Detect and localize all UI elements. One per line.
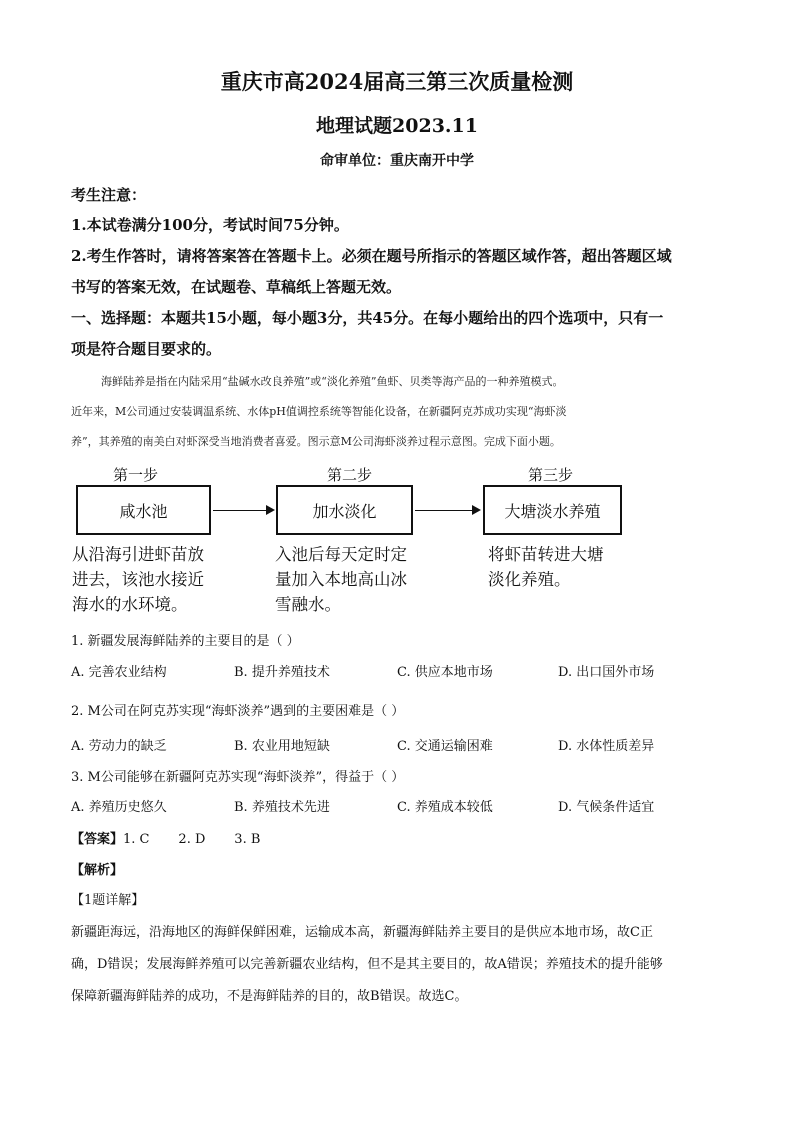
exam-title: 重庆市高2024届高三第三次质量检测 [220,69,574,94]
flow-box-1 [76,485,211,535]
flow-box-1-label: 咸水池 [119,501,168,521]
flow-desc-1-line: 海水的水环境。 [72,595,188,614]
question-1-stem: 1. 新疆发展海鲜陆养的主要目的是（ ） [71,634,300,649]
question-1-option-c: C. 供应本地市场 [397,665,493,680]
question-3-option-c: C. 养殖成本较低 [397,800,493,815]
question-2-stem: 2. M公司在阿克苏实现“海虾淡养”遇到的主要困难是（ ） [71,704,405,719]
flow-desc-3 [488,542,658,592]
question-3-option-d: D. 气候条件适宜 [558,800,655,815]
flow-step-3-label: 第三步 [528,466,574,484]
flow-desc-1 [72,542,252,617]
flow-desc-2 [275,542,455,617]
section-1-heading-line-1: 一、选择题：本题共15小题，每小题3分，共45分。在每小题给出的四个选项中，只有一 [71,309,664,327]
passage-line-1: 海鲜陆养是指在内陆采用“盐碱水改良养殖”或“淡化养殖”鱼虾、贝类等海产品的一种养殖模式。 [101,375,564,388]
notice-item-2-line-2: 书写的答案无效，在试题卷、草稿纸上答题无效。 [71,278,402,296]
analysis-line-2: 确，D错误；发展海鲜养殖可以完善新疆农业结构，但不是其主要目的，故A错误；养殖技术的提升能够 [71,957,663,972]
question-3-option-a: A. 养殖历史悠久 [71,800,167,815]
answer-label: 【答案】 [71,832,124,847]
passage-line-3: 养”，其养殖的南美白对虾深受当地消费者喜爱。图示意M公司海虾淡养过程示意图。完成下面小题。 [71,435,561,448]
flow-desc-2-line: 量加入本地高山冰 [275,570,407,589]
flow-box-2 [276,485,413,535]
flow-step-1-label: 第一步 [113,466,159,484]
question-2-option-c: C. 交通运输困难 [397,739,493,754]
flow-box-3-label: 大塘淡水养殖 [504,501,601,521]
flow-desc-2-line: 雪融水。 [275,595,341,614]
flow-arrow-2 [415,510,479,511]
question-1-option-a: A. 完善农业结构 [71,665,167,680]
question-2-option-a: A. 劳动力的缺乏 [71,739,167,754]
analysis-line-1: 新疆距海远，沿海地区的海鲜保鲜困难，运输成本高，新疆海鲜陆养主要目的是供应本地市场，故C正 [71,925,653,940]
notice-item-2-line-1: 2.考生作答时，请将答案答在答题卡上。必须在题号所指示的答题区域作答，超出答题区域 [71,247,672,265]
flow-desc-1-line: 从沿海引进虾苗放 [72,545,204,564]
analysis-detail-label: 【1题详解】 [71,893,145,908]
question-1-option-b: B. 提升养殖技术 [234,665,330,680]
flow-step-2-label: 第二步 [327,466,373,484]
flow-box-2-label: 加水淡化 [312,501,377,521]
analysis-label: 【解析】 [71,863,124,878]
flow-desc-3-line: 将虾苗转进大塘 [488,545,604,564]
question-2-option-d: D. 水体性质差异 [558,739,655,754]
question-3-option-b: B. 养殖技术先进 [234,800,330,815]
notice-item-1: 1.本试卷满分100分，考试时间75分钟。 [71,216,349,234]
question-3-stem: 3. M公司能够在新疆阿克苏实现“海虾淡养”，得益于（ ） [71,770,405,785]
section-1-heading-line-2: 项是符合题目要求的。 [71,340,222,358]
flow-desc-2-line: 入池后每天定时定 [275,545,407,564]
exam-subtitle: 地理试题2023.11 [316,115,478,137]
question-1-option-d: D. 出口国外市场 [558,665,655,680]
exam-unit: 命审单位：重庆南开中学 [320,153,474,169]
flow-desc-3-line: 淡化养殖。 [488,570,571,589]
answer-text: 1. C 2. D 3. B [123,832,261,847]
flow-desc-1-line: 进去，该池水接近 [72,570,204,589]
answer-line [71,828,260,847]
notice-heading: 考生注意： [71,186,147,204]
question-2-option-b: B. 农业用地短缺 [234,739,330,754]
passage-line-2: 近年来，M公司通过安装调温系统、水体pH值调控系统等智能化设备，在新疆阿克苏成功实现“海虾淡 [71,405,567,418]
analysis-line-3: 保障新疆海鲜陆养的成功，不是海鲜陆养的目的，故B错误。故选C。 [71,989,468,1004]
flow-box-3 [483,485,622,535]
flow-arrow-1 [213,510,273,511]
